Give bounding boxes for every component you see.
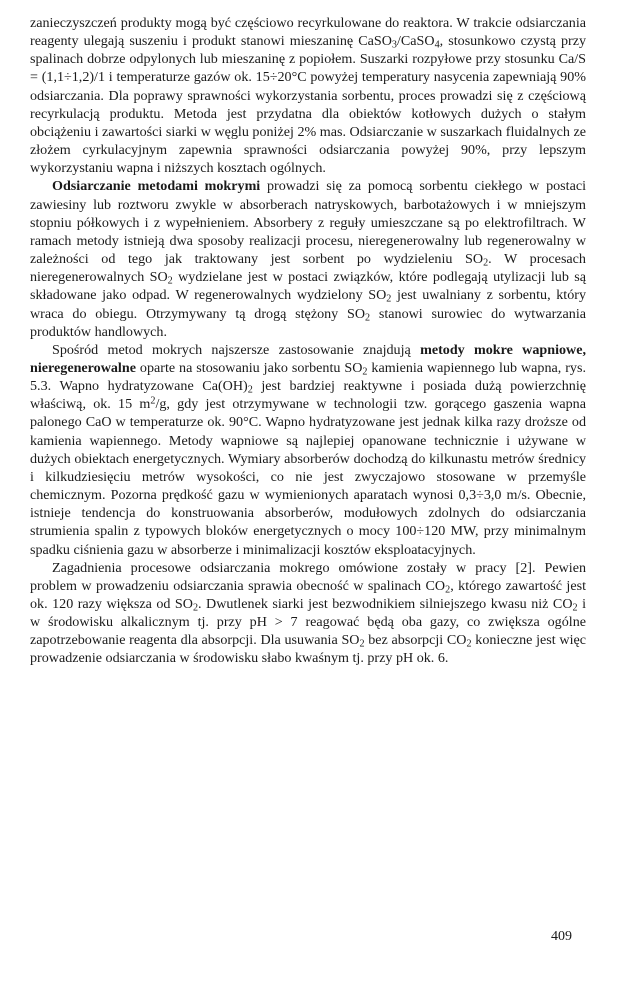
paragraph-4 xyxy=(30,559,586,668)
text-run: Spośród metod mokrych najszersze zastosowanie znajdują xyxy=(52,341,421,358)
body-text xyxy=(30,14,586,668)
text-run: /g, gdy jest otrzymywane w technologii tzw. gorącego gaszenia wapna palonego CaO w temperaturze ok. 90°C. Wapno hydratyzowane jest jednak kilka razy droższe od kamienia wapiennego. Metody wapniowe są najlepiej opanowane technicznie i używane w dużych obiektach energetycznych. Wymiary absorberów dochodzą do kilkunastu metrów średnicy i kilkudziesięciu metrów wysokości, co nie jest zwyczajowo stosowane w przemyśle chemicznym. Pozorna prędkość gazu w wymienionych aparatach wynosi 0,3÷3,0 m/s. Obecnie, istnieje tendencja do konstruowania absorberów, modułowych zdolnych do odsiarczania strumienia spalin z typowych bloków energetycznych o mocy 100÷120 MW, przy minimalnym spadku ciśnienia gazu w absorberze i minimalizacji kosztów eksploatacyjnych. xyxy=(30,396,586,558)
subscript: 2 xyxy=(362,366,368,378)
subscript: 2 xyxy=(192,602,199,614)
text-run: /CaSO xyxy=(396,33,435,50)
paragraph-2 xyxy=(30,177,586,340)
text-run: kamienia wapiennego lub wapna, rys. 5.3. Wapno hydratyzowane Ca(OH) xyxy=(30,359,586,395)
text-run: bez absorpcji CO xyxy=(364,632,467,649)
text-run: prowadzi się za pomocą sorbentu ciekłego w postaci zawiesiny lub roztworu zwykle w absorberach natryskowych, barbotażowych i w mniejszym stopniu półkowych i z wypełnieniem. Absorbery z reguły umieszczane są po elektrofiltrach. W ramach metody istnieją dwa sposoby realizacji procesu, nieregenerowalny lub regenerowalny w zależności od tego jak traktowany jest sorbent po wydzieleniu SO xyxy=(30,178,587,268)
text-run: Zagadnienia procesowe odsiarczania mokrego omówione zostały w pracy [2]. Pewien problem w prowadzeniu odsiarczania sprawia obecność w spalinach CO xyxy=(30,559,586,594)
text-run: , którego zawartość jest ok. 120 razy większa od SO xyxy=(30,577,587,612)
text-run: . Dwutlenek siarki jest bezwodnikiem silniejszego kwasu niż CO xyxy=(198,596,573,612)
text-run: zanieczyszczeń produkty mogą być częściowo recyrkulowane do reaktora. W trakcie odsiarczania reagenty ulegają suszeniu i produkt stanowi mieszaninę CaSO xyxy=(30,15,586,50)
text-run: konieczne jest więc prowadzenie odsiarczania w środowisku słabo kwaśnym tj. przy pH ok. 6. xyxy=(30,632,586,667)
subscript: 2 xyxy=(386,293,392,305)
subscript: 2 xyxy=(466,638,472,650)
text-run: oparte na stosowaniu jako sorbentu SO xyxy=(135,359,363,376)
text-run: jest uwalniany z sorbentu, który wraca do obiegu. Otrzymywany tą drogą stężony SO xyxy=(30,287,586,322)
paragraph-3 xyxy=(30,341,586,559)
subscript: 4 xyxy=(434,39,440,51)
subscript: 2 xyxy=(572,602,578,614)
text-run: jest bardziej reaktywne i posiada dużą powierzchnię właściwą, ok. 15 m xyxy=(30,378,586,413)
subscript: 2 xyxy=(445,584,451,596)
text-run: . W procesach nieregenerowalnych SO xyxy=(30,251,586,286)
subscript: 2 xyxy=(483,257,489,269)
subscript: 2 xyxy=(359,638,365,650)
bold-term: metody mokre wapniowe, nieregenerowalne xyxy=(30,341,586,376)
bold-term: Odsiarczanie metodami mokrymi xyxy=(52,178,261,195)
text-run: stanowi surowiec do wytwarzania produktów handlowych. xyxy=(30,305,587,340)
text-run: wydzielane jest w postaci związków, które podlegają utylizacji lub są składowane jako odpad. W regenerowalnych wydzielony SO xyxy=(30,269,587,304)
paragraph-1 xyxy=(30,14,586,177)
page-number: 409 xyxy=(551,929,572,944)
subscript: 2 xyxy=(167,275,173,287)
text-run: , stosunkowo czystą przy spalinach dobrze odpylonych lub mieszaninę z popiołem. Suszarki rozpyłowe przy stosunku Ca/S = (1,1÷1,2)/1 i temperaturze gazów ok. 15÷20°C powyżej temperatury nasycenia zapewniają 90% odsiarczania. Dla poprawy sprawności wykorzystania sorbentu, proces prowadzi się z częściową recyrkulacją produktu. Metoda jest przydatna dla obiektów kotłowych dużych o stałym obciążeniu i zawartości siarki w węglu poniżej 2% mas. Odsiarczanie w suszarkach fluidalnych ze złożem cyrkulacyjnym zapewnia sprawności odsiarczania powyżej 90%, przy lepszym wykorzystaniu wapna i niższych kosztach ogólnych. xyxy=(30,33,586,177)
text-run: i w środowisku alkalicznym tj. przy pH > 7 reagować będą oba gazy, co zwiększa ogólne zapotrzebowanie reagenta dla absorpcji. Dla usuwania SO xyxy=(30,596,586,649)
subscript: 3 xyxy=(391,39,397,51)
subscript: 2 xyxy=(247,384,253,396)
subscript: 2 xyxy=(365,312,371,324)
superscript: 2 xyxy=(150,395,156,407)
